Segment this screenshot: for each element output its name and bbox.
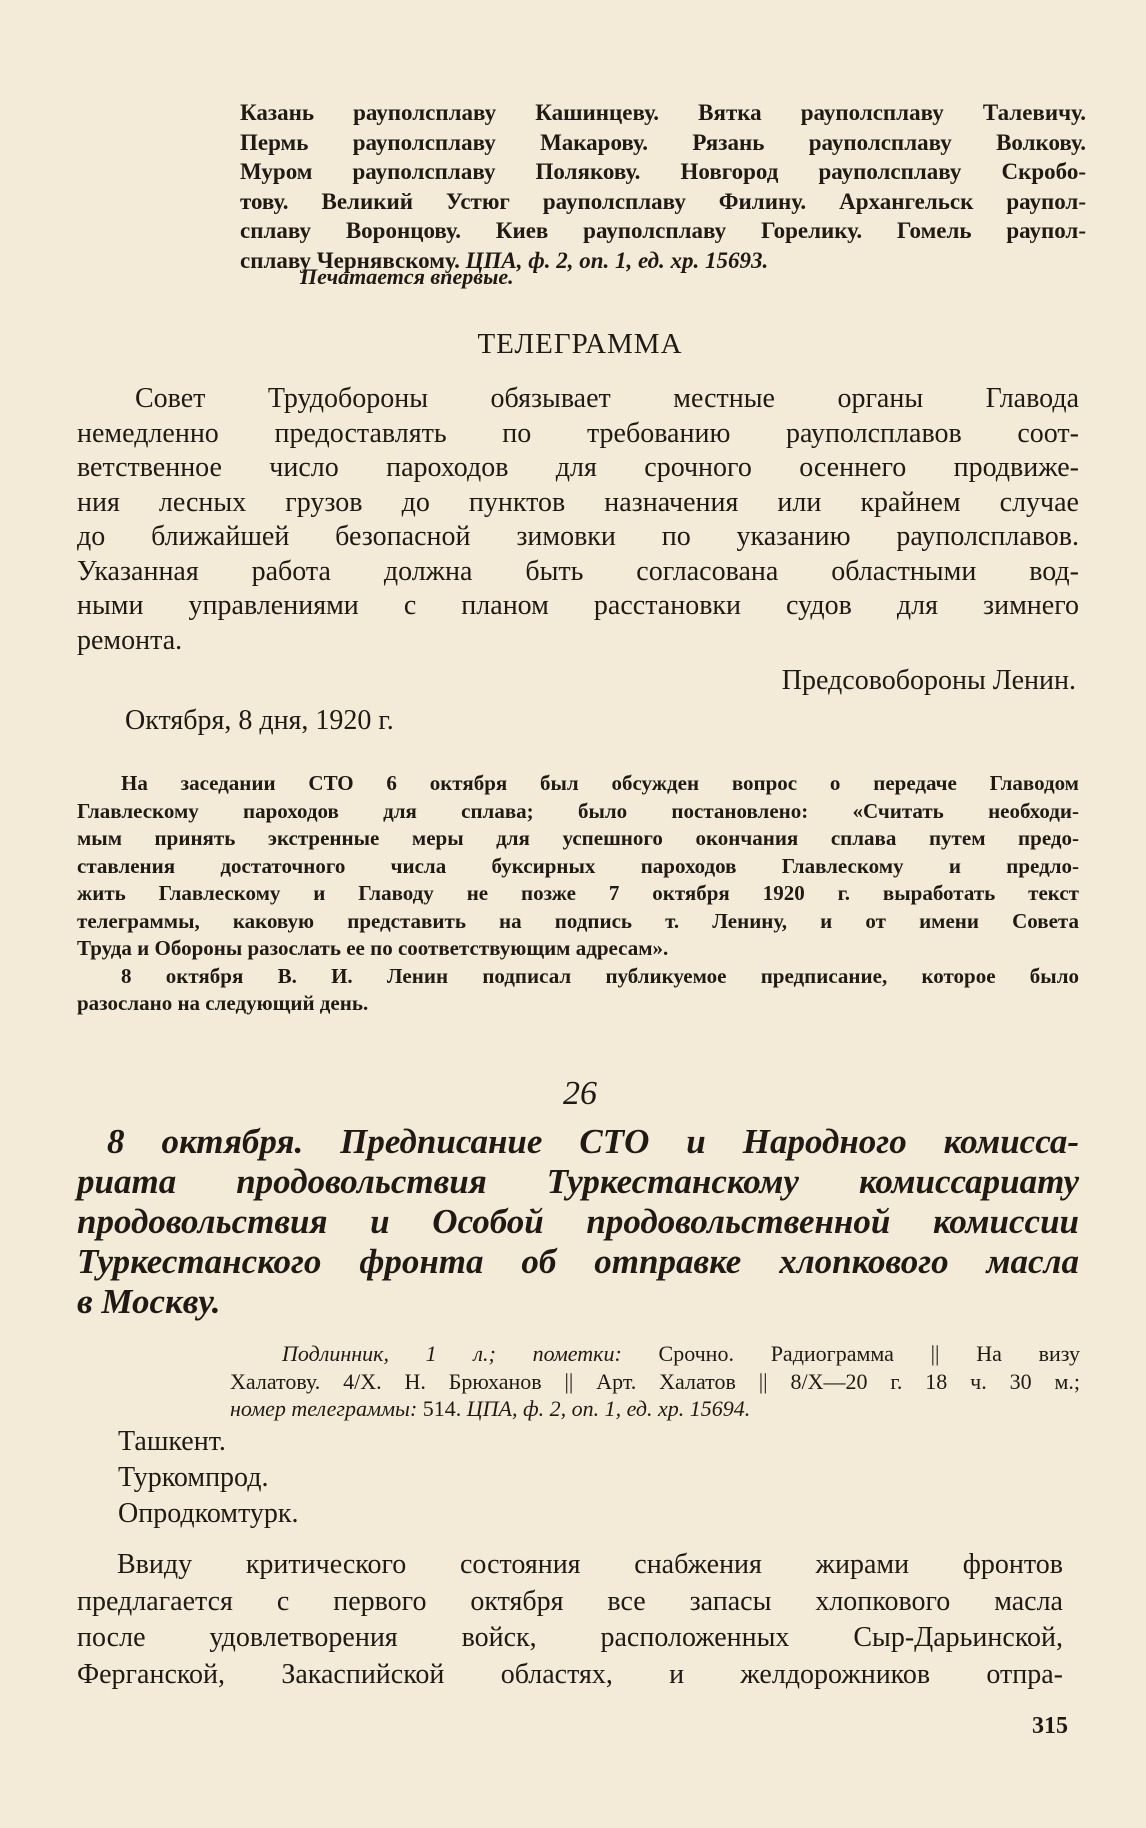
telegram-date: Октября, 8 дня, 1920 г.	[125, 705, 394, 736]
heading-line: продовольствия и Особой продовольственной комиссии	[77, 1202, 1079, 1241]
heading-line: Туркестанского фронта об отправке хлопкового масла	[77, 1242, 1079, 1281]
telegram-line: ветственное число пароходов для срочного осеннего продвиже-	[77, 452, 1079, 483]
addressee-line: тову. Великий Устюг рауполсплаву Филину. Архангельск раупол-	[240, 188, 1086, 214]
document-number: 26	[563, 1075, 597, 1112]
addressee-line: Казань рауполсплаву Кашинцеву. Вятка рауполсплаву Талевичу.	[240, 100, 1086, 125]
telegram-signature: Предсовобороны Ленин.	[781, 665, 1076, 696]
addressee-line: Муром рауполсплаву Полякову. Новгород рауполсплаву Скробо-	[240, 159, 1086, 184]
source-line1-rest: Срочно. Радиограмма || На визу	[658, 1341, 1080, 1366]
addressee-list	[240, 98, 1086, 275]
heading-line: в Москву.	[77, 1282, 221, 1321]
source-label-number: номер телеграммы:	[230, 1396, 418, 1421]
addressee-last-text: сплаву Чернявскому.	[240, 247, 460, 273]
telegram-line: Совет Трудобороны обязывает местные органы Главода	[135, 383, 1079, 414]
telegram-line: ния лесных грузов до пунктов назначения или крайнем случае	[77, 486, 1079, 518]
note-line: ставления достаточного числа буксирных пароходов Главлескому и предло-	[77, 853, 1079, 878]
telegram-line: ными управлениями с планом расстановки судов для зимнего	[77, 590, 1079, 621]
addressee-line: Пермь рауполсплаву Макарову. Рязань рауполсплаву Волкову.	[240, 129, 1086, 155]
note-line: телеграммы, каковую представить на подпись т. Ленину, и от имени Совета	[77, 908, 1079, 933]
document-heading	[77, 1122, 1079, 1322]
telegram-line: Указанная работа должна быть согласована областными вод-	[77, 555, 1079, 587]
note-line: разослано на следующий день.	[77, 991, 369, 1015]
addressee-line: сплаву Воронцову. Киев рауполсплаву Горелику. Гомель раупол-	[240, 218, 1086, 243]
source-label-original: Подлинник, 1 л.; пометки:	[282, 1341, 622, 1366]
page-number: 315	[1032, 1713, 1068, 1739]
note-line: На заседании СТО 6 октября был обсужден вопрос о передаче Главодом	[121, 771, 1079, 795]
body-line: предлагается с первого октября все запасы хлопкового масла	[77, 1585, 1063, 1617]
telegram-line: до ближайшей безопасной зимовки по указанию рауполсплавов.	[77, 521, 1079, 552]
source-line: Халатову. 4/Х. Н. Брюханов || Арт. Халатов || 8/Х—20 г. 18 ч. 30 м.;	[230, 1368, 1080, 1394]
note-line: 8 октября В. И. Ленин подписал публикуемое предписание, которое было	[121, 963, 1079, 988]
note-line: Главлескому пароходов для сплава; было постановлено: «Считать необходи-	[77, 798, 1079, 823]
source-annotation	[230, 1340, 1080, 1423]
body-line: после удовлетворения войск, расположенных Сыр-Дарьинской,	[77, 1622, 1063, 1653]
recipient: Ташкент.	[118, 1426, 226, 1457]
recipient: Опродкомтурк.	[118, 1498, 299, 1529]
recipient: Туркомпрод.	[118, 1462, 269, 1493]
body-line: Ферганской, Закаспийской областях, и желдорожников отпра-	[77, 1658, 1063, 1690]
body-line: Ввиду критического состояния снабжения жирами фронтов	[117, 1549, 1063, 1580]
telegram-title: ТЕЛЕГРАММА	[477, 328, 683, 360]
bleed-through-texture	[780, 300, 787, 330]
note-line: Труда и Обороны разослать ее по соответствующим адресам».	[77, 936, 669, 960]
source-line	[230, 1340, 1080, 1368]
telegram-line: ремонта.	[77, 624, 183, 656]
document-body	[77, 1547, 1063, 1693]
telegram-body	[77, 382, 1079, 658]
note-line: жить Главлескому и Главоду не позже 7 октября 1920 г. выработать текст	[77, 881, 1079, 905]
heading-line: риата продовольствия Туркестанскому комиссариату	[77, 1162, 1079, 1201]
note-line: мым принять экстренные меры для успешного окончания сплава путем предо-	[77, 826, 1079, 850]
editorial-note	[77, 770, 1079, 1018]
archive-reference: ЦПА, ф. 2, оп. 1, ед. хр. 15693.	[465, 247, 769, 273]
telegram-number: 514.	[422, 1396, 462, 1421]
recipient-list	[118, 1424, 298, 1532]
printed-first-note: Печатается впервые.	[300, 264, 514, 289]
source-line	[230, 1395, 1080, 1423]
heading-line: 8 октября. Предписание СТО и Народного комисса-	[107, 1122, 1079, 1161]
telegram-line: немедленно предоставлять по требованию рауполсплавов соот-	[77, 417, 1079, 449]
archive-reference: ЦПА, ф. 2, оп. 1, ед. хр. 15694.	[466, 1396, 751, 1421]
